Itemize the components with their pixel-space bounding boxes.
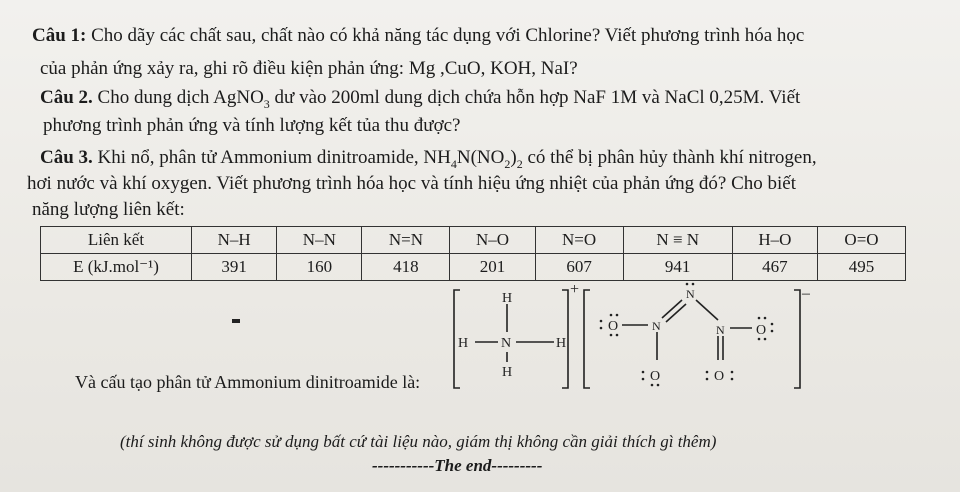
question-3-text-b: N(NO — [456, 147, 505, 168]
question-3-text-d: có thể bị phân hủy thành khí nitrogen, — [522, 147, 817, 168]
anion-right-bracket — [794, 290, 800, 388]
bond-energy-table — [40, 226, 906, 281]
bond-cell: N–H — [192, 227, 277, 254]
energy-cell: 391 — [192, 254, 277, 281]
bond-cell: N ≡ N — [623, 227, 732, 254]
question-2-line-2: phương trình phản ứng và tính lượng kết tủa thu được? — [43, 115, 461, 136]
bond-header-cell: Liên kết — [41, 227, 192, 254]
question-1-line-1 — [32, 25, 804, 47]
question-1-text: Cho dãy các chất sau, chất nào có khả năng tác dụng với Chlorine? Viết phương trình hóa học — [86, 25, 805, 46]
bond-cell: N=O — [535, 227, 623, 254]
the-end-label: -----------The end--------- — [372, 456, 543, 475]
question-2-subscript: 3 — [263, 96, 270, 111]
bond-row — [41, 227, 906, 254]
question-1-line-2: của phản ứng xảy ra, ghi rõ điều kiện phản ứng: Mg ,CuO, KOH, NaI? — [40, 58, 578, 79]
cation-charge: + — [570, 281, 580, 298]
anion-atom-n-right: N — [716, 323, 725, 337]
cation-atom-h-left: H — [458, 336, 469, 351]
cation-atom-n: N — [501, 336, 512, 351]
energy-cell: 201 — [450, 254, 535, 281]
anion-charge: – — [802, 285, 810, 302]
question-3-label: Câu 3. — [40, 147, 93, 168]
question-3-line-2: hơi nước và khí oxygen. Viết phương trình hóa học và tính hiệu ứng nhiệt của phản ứng đó? Cho biết — [27, 173, 797, 194]
bond-cell: O=O — [818, 227, 906, 254]
question-3-sub-2: 2 — [504, 156, 511, 171]
energy-row — [41, 254, 906, 281]
energy-cell: 607 — [535, 254, 623, 281]
question-3-line-1 — [40, 147, 817, 175]
question-1-label: Câu 1: — [32, 25, 87, 46]
question-2-text-b: dư vào 200ml dung dịch chứa hỗn hợp NaF 1M và NaCl 0,25M. Viết — [269, 87, 801, 108]
question-3-sub-3: 2 — [516, 156, 523, 171]
stray-mark — [232, 319, 240, 323]
anion-atom-o-left: O — [608, 319, 619, 334]
energy-cell: 418 — [362, 254, 450, 281]
energy-cell: 495 — [818, 254, 906, 281]
energy-header-cell: E (kJ.mol⁻¹) — [41, 254, 192, 281]
anion-atom-n-top: N — [686, 287, 695, 301]
question-3-sub-1: 4 — [450, 156, 457, 171]
energy-cell: 160 — [277, 254, 362, 281]
exam-instructions-note: (thí sinh không được sử dụng bất cứ tài liệu nào, giám thị không cần giải thích gì thêm) — [120, 432, 717, 451]
bond-cell: N–O — [450, 227, 535, 254]
question-3-text-c: ) — [510, 147, 517, 168]
anion-atom-o-bottom-left: O — [650, 369, 661, 384]
anion-atom-n-left: N — [652, 319, 661, 333]
anion-atom-o-right: O — [756, 323, 767, 338]
bond-cell: N–N — [277, 227, 362, 254]
cation-atom-h-bottom: H — [502, 365, 513, 380]
cation-atom-h-top: H — [502, 291, 513, 306]
question-3-text-a: Khi nổ, phân tử Ammonium dinitroamide, NH — [92, 147, 451, 168]
bond-cell: H–O — [732, 227, 817, 254]
anion-atom-o-bottom-right: O — [714, 369, 725, 384]
question-3-line-3: năng lượng liên kết: — [32, 199, 185, 220]
cation-atom-h-right: H — [556, 336, 567, 351]
structure-caption: Và cấu tạo phân tử Ammonium dinitroamide là: — [75, 372, 421, 392]
bond-cell: N=N — [362, 227, 450, 254]
energy-cell: 467 — [732, 254, 817, 281]
anion-left-bracket — [584, 290, 590, 388]
ammonium-dinitroamide-structure — [450, 280, 810, 400]
question-2-text-a: Cho dung dịch AgNO — [92, 87, 264, 108]
energy-cell: 941 — [623, 254, 732, 281]
question-2-label: Câu 2. — [40, 87, 93, 108]
question-2-line-1 — [40, 87, 800, 115]
